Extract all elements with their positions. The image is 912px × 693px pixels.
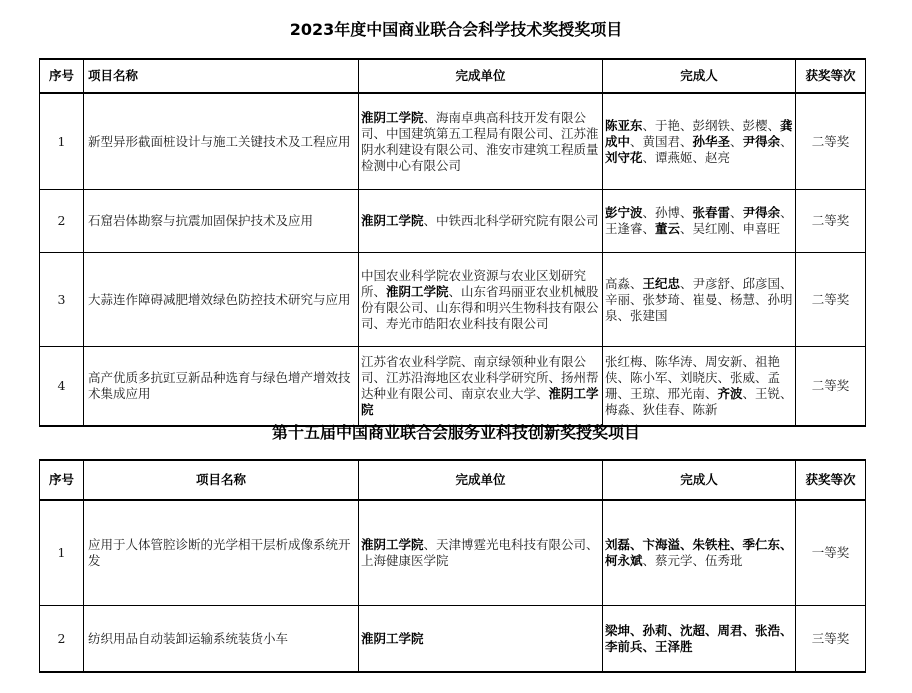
row-number: 2 (40, 606, 84, 673)
header-person: 完成人 (603, 460, 796, 500)
highlighted-unit: 淮阴工学院 (361, 109, 424, 125)
completing-unit (359, 606, 603, 673)
award-grade: 二等奖 (796, 347, 866, 427)
person-text: 、王锐、梅淼、狄佳春、陈新 (605, 386, 793, 417)
highlighted-person: 刘磊、卞海溢、朱铁柱、季仁东、柯永斌 (605, 537, 793, 568)
completing-persons (603, 93, 796, 190)
row-number: 1 (40, 500, 84, 606)
unit-text: 中国农业科学院农业资源与农业区划研究所、 (361, 267, 587, 299)
row-number: 3 (40, 253, 84, 347)
table-row (40, 253, 866, 347)
person-text: 、谭燕姬、赵亮 (642, 149, 731, 165)
highlighted-person: 梁坤、孙莉、沈超、周君、张浩、李前兵、王泽胜 (605, 622, 793, 654)
table2-body (40, 500, 866, 672)
person-text: 高淼、 (605, 275, 643, 291)
row-number: 4 (40, 347, 84, 427)
unit-text: 、天津博霆光电科技有限公司、上海健康医学院 (361, 537, 599, 568)
completing-unit (359, 190, 603, 253)
header-person: 完成人 (603, 59, 796, 93)
completing-persons (603, 606, 796, 673)
person-text: 、 (780, 133, 793, 149)
table1-body (40, 93, 866, 426)
header-grade: 获奖等次 (796, 460, 866, 500)
person-text: 、尹彦舒、邱彦国、辛丽、张梦琦、崔曼、杨慧、孙明泉、张建国 (605, 275, 793, 323)
table-row (40, 347, 866, 427)
completing-unit (359, 93, 603, 190)
person-text: 、 (767, 117, 781, 133)
highlighted-person: 尹得余 (742, 205, 781, 220)
award-grade: 二等奖 (796, 190, 866, 253)
award-table-service (39, 459, 866, 673)
completing-unit (359, 500, 603, 606)
unit-text: 、海南卓典高科技开发有限公司、中国建筑第五工程局有限公司、江苏淮阴水利建设有限公司、淮安市建筑工程质量检测中心有限公司 (361, 109, 599, 173)
row-number: 2 (40, 190, 84, 253)
project-name: 应用于人体管腔诊断的光学相干层析成像系统开发 (84, 500, 359, 606)
award-grade: 一等奖 (796, 500, 866, 606)
table1-title: 2023年度中国商业联合会科学技术奖授奖项目 (289, 20, 623, 39)
highlighted-person: 尹得余 (742, 133, 781, 149)
table-row (40, 190, 866, 253)
highlighted-person: 刘守花 (605, 149, 643, 165)
header-unit: 完成单位 (359, 59, 603, 93)
header-project-name: 项目名称 (84, 460, 359, 500)
highlighted-person: 张春雷 (692, 205, 731, 220)
highlighted-person: 龚成中 (605, 117, 793, 149)
table-row (40, 606, 866, 673)
table-row (40, 93, 866, 190)
unit-text: 、山东省玛丽亚农业机械股份有限公司、山东得和明兴生物科技有限公司、寿光市皓阳农业科技有限公司 (361, 283, 599, 331)
highlighted-unit: 淮阴工学院 (361, 630, 424, 646)
award-grade: 三等奖 (796, 606, 866, 673)
completing-persons (603, 190, 796, 253)
person-text: 、 (730, 133, 743, 149)
award-grade: 二等奖 (796, 253, 866, 347)
table-row (40, 500, 866, 606)
completing-persons (603, 347, 796, 427)
unit-text: 、中铁西北科学研究院有限公司 (423, 213, 599, 228)
header-project-name: 项目名称 (84, 59, 359, 93)
highlighted-unit: 淮阴工学院 (361, 386, 599, 417)
project-name: 新型异形截面桩设计与施工关键技术及工程应用 (84, 93, 359, 190)
completing-unit (359, 253, 603, 347)
highlighted-unit: 淮阴工学院 (361, 537, 424, 552)
award-grade: 二等奖 (796, 93, 866, 190)
award-table-science (39, 58, 866, 427)
highlighted-unit: 淮阴工学院 (386, 283, 449, 299)
unit-text: 江苏省农业科学院、南京绿领种业有限公司、江苏沿海地区农业科学研究所、扬州帮达种业有限公司、南京农业大学、 (361, 354, 599, 401)
completing-persons (603, 500, 796, 606)
person-text: 、黄国君、 (630, 133, 693, 149)
highlighted-person: 陈亚东 (605, 117, 643, 133)
person-text: 、蔡元学、伍秀玭 (642, 553, 743, 568)
header-no: 序号 (40, 59, 84, 93)
highlighted-person: 孙华圣 (692, 133, 731, 149)
header-unit: 完成单位 (359, 460, 603, 500)
row-number: 1 (40, 93, 84, 190)
person-text: 张红梅、陈华涛、周安新、祖艳侠、陈小军、刘晓庆、张威、孟珊、王琼、邢光南、 (605, 354, 781, 401)
header-no: 序号 (40, 460, 84, 500)
person-text: 、吴红刚、申喜旺 (680, 221, 781, 236)
completing-unit (359, 347, 603, 427)
table-header-row (40, 59, 866, 93)
table2-title: 第十五届中国商业联合会服务业科技创新奖授奖项目 (271, 423, 640, 442)
person-text: 、王逢睿、 (605, 205, 793, 236)
highlighted-unit: 淮阴工学院 (361, 213, 424, 228)
header-grade: 获奖等次 (796, 59, 866, 93)
project-name: 高产优质多抗豇豆新品种选育与绿色增产增效技术集成应用 (84, 347, 359, 427)
person-text: 、 (730, 205, 743, 220)
project-name: 石窟岩体勘察与抗震加固保护技术及应用 (84, 190, 359, 253)
highlighted-person: 齐波 (717, 386, 743, 401)
highlighted-person: 董云 (655, 221, 681, 236)
person-text: 、于艳、彭纲铁、彭樱 (642, 117, 768, 133)
person-text: 、孙博、 (642, 205, 693, 220)
highlighted-person: 彭宁波 (605, 205, 643, 220)
table-header-row (40, 460, 866, 500)
project-name: 大蒜连作障碍减肥增效绿色防控技术研究与应用 (84, 253, 359, 347)
project-name: 纺织用品自动装卸运输系统装货小车 (84, 606, 359, 673)
completing-persons (603, 253, 796, 347)
highlighted-person: 王纪忠 (642, 275, 681, 291)
